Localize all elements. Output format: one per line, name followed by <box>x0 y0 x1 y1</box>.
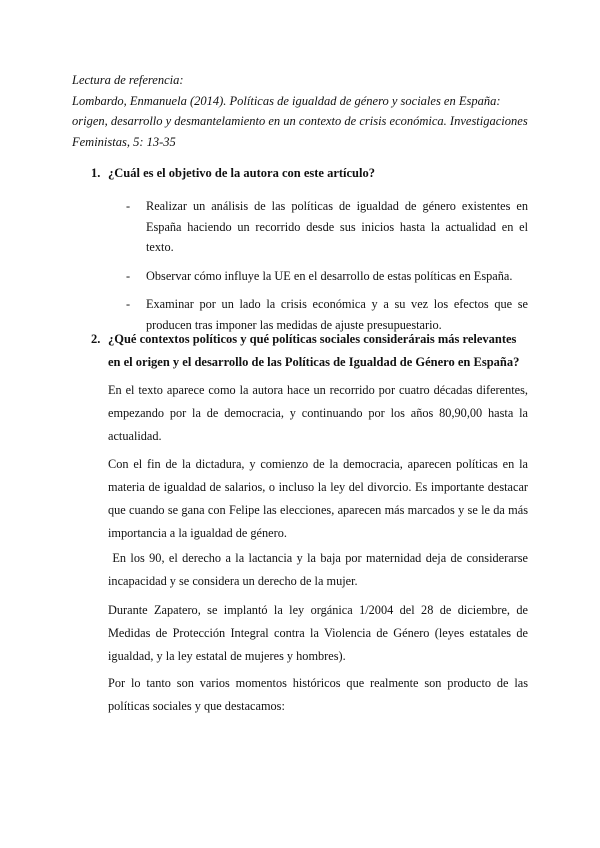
question-2 <box>91 328 531 374</box>
question-2-number: 2. <box>91 332 101 346</box>
reference-citation-line-2: origen, desarrollo y desmantelamiento en un contexto de crisis económica. Investigaciones <box>72 114 528 128</box>
answer-paragraph-3: En los 90, el derecho a la lactancia y la baja por maternidad deja de considerarse incapacidad y se considera un derecho de la mujer. <box>108 551 532 588</box>
question-1-number: 1. <box>91 166 101 180</box>
answer-paragraph-4: Durante Zapatero, se implantó la ley orgánica 1/2004 del 28 de diciembre, de Medidas de Protección Integral contra la Violencia de Género (leyes estatales de igualdad, y la ley estatal de mujeres y hombres). <box>108 603 528 663</box>
answer-paragraph-5: Por lo tanto son varios momentos históricos que realmente son producto de las políticas sociales y que destacamos: <box>108 676 528 713</box>
answer-paragraph-1: En el texto aparece como la autora hace un recorrido por cuatro décadas diferentes, empezando por la de democracia, y continuando por los años 80,90,00 hasta la actualidad. <box>108 383 528 443</box>
question-2-text: ¿Qué contextos políticos y qué políticas sociales considerárais más relevantes en el origen y el desarrollo de las Políticas de Igualdad de Género en España? <box>108 332 520 369</box>
list-item-text: Observar cómo influye la UE en el desarrollo de estas políticas en España. <box>146 268 513 283</box>
list-item <box>126 196 528 258</box>
bullet-dash: - <box>126 297 131 311</box>
bullet-dash: - <box>126 199 131 213</box>
reference-heading: Lectura de referencia: <box>72 73 184 87</box>
reference-citation-line-1: Lombardo, Enmanuela (2014). Políticas de igualdad de género y sociales en España: <box>72 93 501 108</box>
question-1-text: ¿Cuál es el objetivo de la autora con este artículo? <box>108 166 375 180</box>
answer-paragraph-2: Con el fin de la dictadura, y comienzo de la democracia, aparecen políticas en la materia de igualdad de salarios, o incluso la ley del divorcio. Es importante destacar que cuando se gana con Felipe las elecciones, aparecen más marcados y se le da más importancia a la igualdad de género. <box>108 457 528 540</box>
reference-citation-line-3: Feministas, 5: 13-35 <box>72 134 176 149</box>
question-1 <box>91 162 531 185</box>
list-item-text: Examinar por un lado la crisis económica y a su vez los efectos que se producen tras imponer las medidas de ajuste presupuestario. <box>146 297 528 332</box>
list-item <box>126 266 528 287</box>
list-item-text: Realizar un análisis de las políticas de igualdad de género existentes en España haciendo un recorrido desde sus inicios hasta la actualidad en el texto. <box>146 199 528 254</box>
bullet-dash: - <box>126 268 131 283</box>
reference-block <box>72 70 532 152</box>
question-1-answer-list <box>126 196 528 343</box>
